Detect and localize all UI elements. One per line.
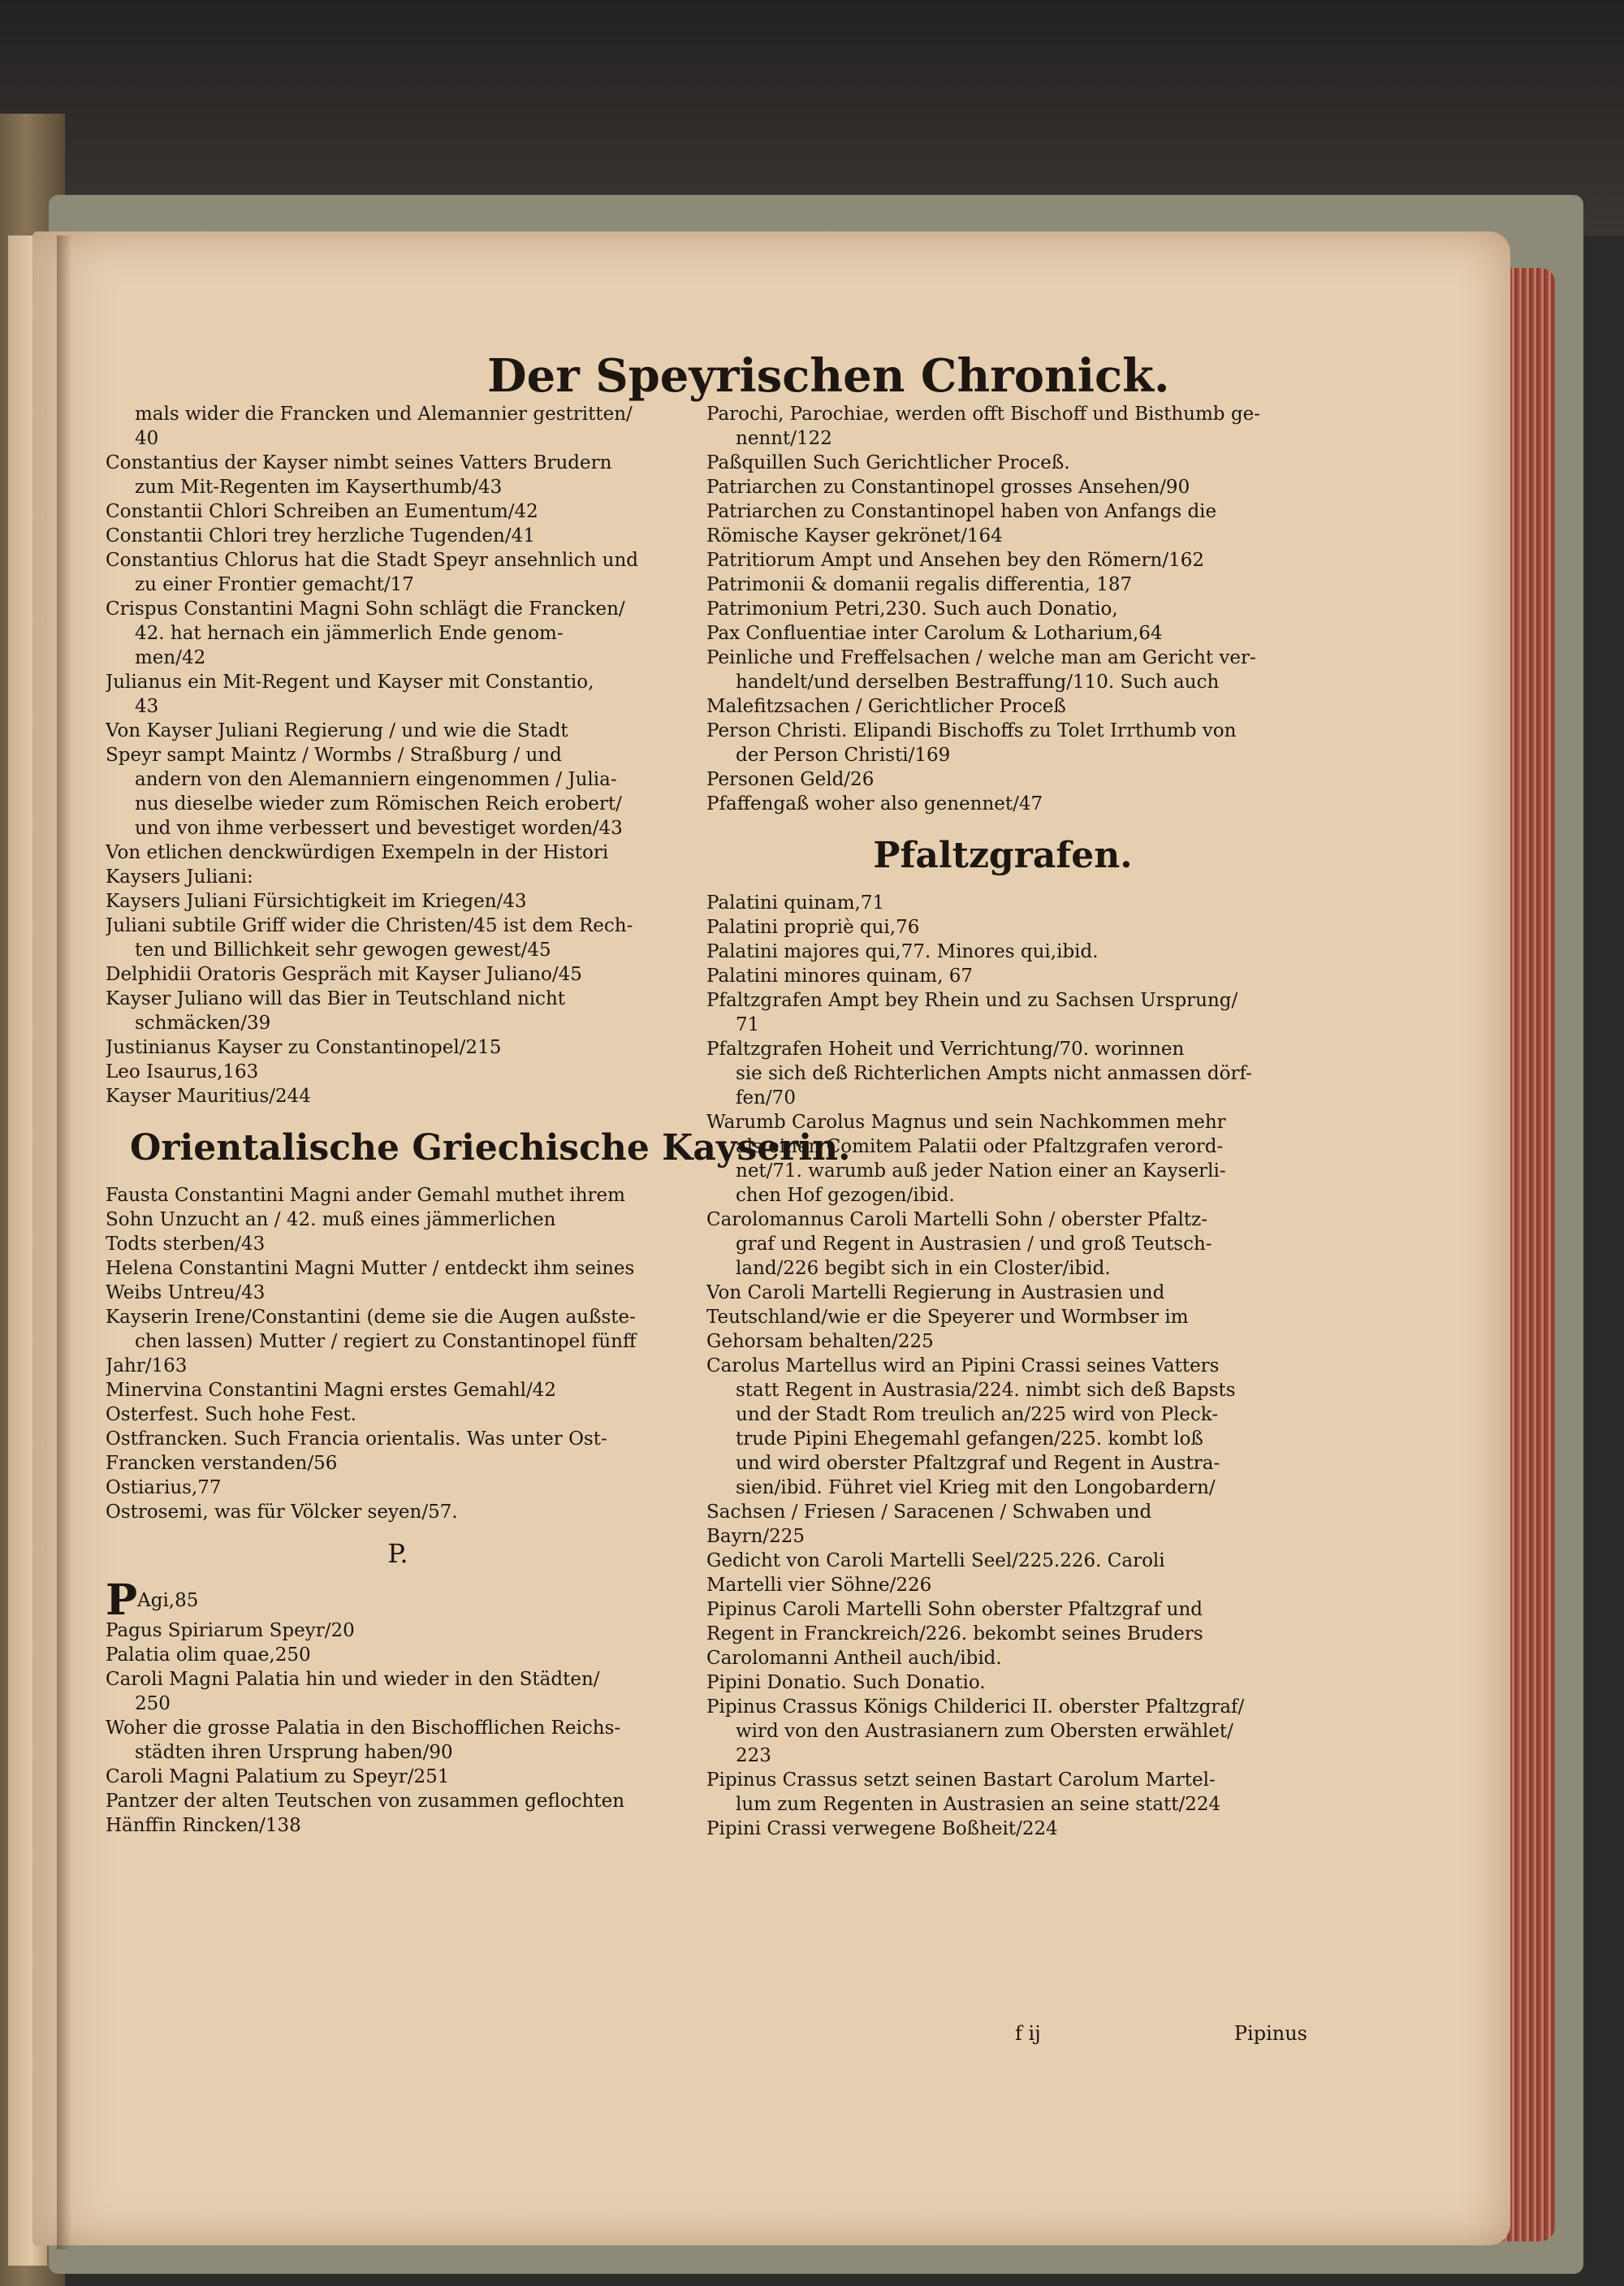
page-gutter-shadow <box>57 236 71 2249</box>
index-entry-line: lum zum Regenten in Austrasien an seine statt/224 <box>736 1794 1221 1815</box>
index-entry-line: Von etlichen denckwürdigen Exempeln in der Histori <box>106 842 609 863</box>
index-entry-line: Warumb Carolus Magnus und sein Nachkommen mehr <box>706 1112 1226 1133</box>
right-index-block-1 <box>706 402 1299 816</box>
index-entry-line: Pantzer der alten Teutschen von zusammen geflochten <box>106 1791 625 1812</box>
index-entry-line: Kayserin Irene/Constantini (deme sie die Augen außste- <box>106 1307 636 1328</box>
index-entry-line: Juliani subtile Griff wider die Christen/45 ist dem Rech- <box>106 915 633 936</box>
index-entry-line: Woher die grosse Palatia in den Bischofflichen Reichs- <box>106 1718 621 1739</box>
index-entry-line: Palatini minores quinam, 67 <box>706 966 973 987</box>
right-column <box>706 402 1299 1841</box>
index-entry-line: Kaysers Juliani: <box>106 866 253 888</box>
index-entry-line: der Person Christi/169 <box>736 745 951 766</box>
index-entry-line: Speyr sampt Maintz / Wormbs / Straßburg / und <box>106 745 562 766</box>
index-entry-line: Malefitzsachen / Gerichtlicher Proceß <box>706 696 1066 717</box>
index-entry-line: Gedicht von Caroli Martelli Seel/225.226. Caroli <box>706 1550 1165 1571</box>
index-entry-line: Francken verstanden/56 <box>106 1453 338 1474</box>
index-entry-line: Sachsen / Friesen / Saracenen / Schwaben und <box>706 1502 1152 1523</box>
index-entry-line: Pipini Donatio. Such Donatio. <box>706 1672 986 1693</box>
index-entry-line: Carolus Martellus wird an Pipini Crassi seines Vatters <box>706 1355 1220 1376</box>
index-entry-line: Palatini propriè qui,76 <box>706 917 920 938</box>
index-entry-line: Weibs Untreu/43 <box>106 1282 266 1303</box>
index-entry-line: und wird oberster Pfaltzgraf und Regent in Austra- <box>736 1453 1220 1474</box>
index-entry-line: Palatini majores qui,77. Minores qui,ibid. <box>706 941 1099 962</box>
index-entry-line: land/226 begibt sich in ein Closter/ibid. <box>736 1258 1111 1279</box>
index-entry-line: Carolomannus Caroli Martelli Sohn / oberster Pfaltz- <box>706 1209 1208 1230</box>
index-entry-line: Regent in Franckreich/226. bekombt seines Bruders <box>706 1623 1203 1644</box>
index-entry-line: chen lassen) Mutter / regiert zu Constantinopel fünff <box>135 1331 637 1352</box>
index-entry-line: Bayrn/225 <box>706 1526 806 1547</box>
index-entry-line: Pfaltzgrafen Ampt bey Rhein und zu Sachsen Ursprung/ <box>706 990 1238 1011</box>
left-index-block-3 <box>106 1583 690 1838</box>
index-entry-line: Minervina Constantini Magni erstes Gemahl/42 <box>106 1380 556 1401</box>
right-index-block-2 <box>706 891 1299 1841</box>
index-entry-line: Ostiarius,77 <box>106 1477 222 1498</box>
index-entry-line: graf und Regent in Austrasien / und groß Teutsch- <box>736 1234 1212 1255</box>
index-entry-line <box>106 1583 690 1618</box>
index-entry-line: Patrimonii & domanii regalis differentia, 187 <box>706 574 1133 595</box>
index-entry-line: Justinianus Kayser zu Constantinopel/215 <box>106 1037 502 1058</box>
index-entry-line: Leo Isaurus,163 <box>106 1061 259 1083</box>
index-entry-line: Todts sterben/43 <box>106 1234 266 1255</box>
left-index-block-2 <box>106 1183 690 1524</box>
index-entry-line: Gehorsam behalten/225 <box>706 1331 934 1352</box>
index-entry-line: Paßquillen Such Gerichtlicher Proceß. <box>706 452 1070 473</box>
index-entry-line: wird von den Austrasianern zum Obersten erwählet/ <box>736 1721 1233 1742</box>
index-entry-line: 250 <box>135 1693 171 1714</box>
index-entry-line: Constantius Chlorus hat die Stadt Speyr ansehnlich und <box>106 550 638 571</box>
index-entry-line: Palatini quinam,71 <box>706 892 885 914</box>
index-entry-line: Pfaltzgrafen Hoheit und Verrichtung/70. worinnen <box>706 1039 1185 1060</box>
page-footer <box>1015 2022 1307 2055</box>
drop-cap-p: P <box>106 1583 138 1618</box>
index-entry-line: Constantii Chlori Schreiben an Eumentum/42 <box>106 501 538 522</box>
index-entry-line: Pipini Crassi verwegene Boßheit/224 <box>706 1818 1058 1839</box>
index-entry-line: zum Mit-Regenten im Kayserthumb/43 <box>135 477 503 498</box>
index-entry-line: Pax Confluentiae inter Carolum & Lotharium,64 <box>706 623 1163 644</box>
index-entry-line: und der Stadt Rom treulich an/225 wird von Pleck- <box>736 1404 1219 1425</box>
index-entry-line: Pagus Spiriarum Speyr/20 <box>106 1620 355 1641</box>
index-entry-line: zu einer Frontier gemacht/17 <box>135 574 414 595</box>
index-entry-line: ten und Billichkeit sehr gewogen gewest/45 <box>135 940 551 961</box>
index-entry-line: statt Regent in Austrasia/224. nimbt sich deß Bapsts <box>736 1380 1236 1401</box>
index-entry-line: Parochi, Parochiae, werden offt Bischoff und Bisthumb ge- <box>706 404 1260 425</box>
index-entry-line: Patriarchen zu Constantinopel grosses Ansehen/90 <box>706 477 1190 498</box>
index-entry-line: Kaysers Juliani Fürsichtigkeit im Kriegen/43 <box>106 891 527 912</box>
index-entry-line: net/71. warumb auß jeder Nation einer an Kayserli- <box>736 1160 1226 1182</box>
index-entry-line: Delphidii Oratoris Gespräch mit Kayser Juliano/45 <box>106 964 582 985</box>
index-entry-line: nus dieselbe wieder zum Römischen Reich erobert/ <box>135 793 622 815</box>
index-entry-line: Crispus Constantini Magni Sohn schlägt die Francken/ <box>106 599 625 620</box>
index-entry-line: Patritiorum Ampt und Ansehen bey den Römern/162 <box>706 550 1205 571</box>
index-entry-line: Peinliche und Freffelsachen / welche man am Gericht ver- <box>706 647 1256 668</box>
index-entry-line: Römische Kayser gekrönet/164 <box>706 525 1003 547</box>
index-entry-line: Kayser Juliano will das Bier in Teutschland nicht <box>106 988 566 1009</box>
index-entry-line: 223 <box>736 1745 771 1766</box>
index-entry-line: Von Kayser Juliani Regierung / und wie die Stadt <box>106 720 568 741</box>
index-entry-line: Carolomanni Antheil auch/ibid. <box>706 1648 1002 1669</box>
index-entry-line: Pipinus Crassus Königs Childerici II. oberster Pfaltzgraf/ <box>706 1696 1245 1718</box>
index-entry-line: Constantii Chlori trey herzliche Tugenden/41 <box>106 525 535 547</box>
index-entry-line: Pipinus Caroli Martelli Sohn oberster Pfaltzgraf und <box>706 1599 1203 1620</box>
index-entry-line: Caroli Magni Palatium zu Speyr/251 <box>106 1766 450 1787</box>
index-entry-line: Von Caroli Martelli Regierung in Austrasien und <box>706 1282 1165 1303</box>
index-entry-line: Ostrosemi, was für Völcker seyen/57. <box>106 1502 458 1523</box>
section-heading-pfaltzgrafen: Pfaltzgrafen. <box>873 835 1133 876</box>
index-entry-line: Personen Geld/26 <box>706 769 875 790</box>
index-entry-line: 42. hat hernach ein jämmerlich Ende genom- <box>135 623 564 644</box>
index-entry-line: sien/ibid. Führet viel Krieg mit den Longobardern/ <box>736 1477 1216 1498</box>
index-entry-text: Agi,85 <box>137 1590 199 1611</box>
index-entry-line: men/42 <box>135 647 206 668</box>
index-entry-line: fen/70 <box>736 1087 796 1108</box>
index-entry-line: als einen Comitem Palatii oder Pfaltzgrafen verord- <box>736 1136 1224 1157</box>
index-entry-line: Palatia olim quae,250 <box>106 1644 311 1666</box>
index-entry-line: Julianus ein Mit-Regent und Kayser mit Constantio, <box>106 672 594 693</box>
index-entry-line: Pfaffengaß woher also genennet/47 <box>706 793 1043 815</box>
index-entry-line: und von ihme verbessert und bevestiget worden/43 <box>135 818 623 839</box>
index-entry-line: Kayser Mauritius/244 <box>106 1086 311 1107</box>
index-entry-line: städten ihren Ursprung haben/90 <box>135 1742 453 1763</box>
section-heading-oriental-empresses: Orientalische Griechische Kayserin. <box>130 1127 851 1169</box>
index-entry-line: Hänffin Rincken/138 <box>106 1815 301 1836</box>
signature-mark: f ij <box>1015 2022 1041 2045</box>
index-entry-line: andern von den Alemanniern eingenommen / Julia- <box>135 769 617 790</box>
left-index-block-1 <box>106 402 690 1108</box>
index-entry-line: Person Christi. Elipandi Bischoffs zu Tolet Irrthumb von <box>706 720 1237 741</box>
index-entry-line: Teutschland/wie er die Speyerer und Wormbser im <box>706 1307 1189 1328</box>
index-entry-line: Patriarchen zu Constantinopel haben von Anfangs die <box>706 501 1217 522</box>
index-entry-line: 40 <box>135 428 159 449</box>
index-entry-line: Sohn Unzucht an / 42. muß eines jämmerlichen <box>106 1209 556 1230</box>
index-entry-line: 43 <box>135 696 159 717</box>
section-letter-p: P. <box>387 1538 408 1569</box>
index-entry-line: mals wider die Francken und Alemannier gestritten/ <box>135 404 633 425</box>
index-entry-line: 71 <box>736 1014 760 1035</box>
index-entry-line: schmäcken/39 <box>135 1013 271 1034</box>
index-entry-line: Fausta Constantini Magni ander Gemahl muthet ihrem <box>106 1185 625 1206</box>
index-entry-line: Caroli Magni Palatia hin und wieder in den Städten/ <box>106 1669 600 1690</box>
index-entry-line: sie sich deß Richterlichen Ampts nicht anmassen dörf- <box>736 1063 1252 1084</box>
index-entry-line: Helena Constantini Magni Mutter / entdeckt ihm seines <box>106 1258 635 1279</box>
index-entry-line: handelt/und derselben Bestraffung/110. Such auch <box>736 672 1220 693</box>
index-entry-line: Ostfrancken. Such Francia orientalis. Was unter Ost- <box>106 1428 607 1450</box>
index-entry-line: Osterfest. Such hohe Fest. <box>106 1404 356 1425</box>
index-entry-line: Jahr/163 <box>106 1355 188 1376</box>
running-header: Der Speyrischen Chronick. <box>487 349 1170 403</box>
index-entry-line: Martelli vier Söhne/226 <box>706 1575 932 1596</box>
index-entry-line: nennt/122 <box>736 428 832 449</box>
catchword: Pipinus <box>1233 2022 1307 2045</box>
index-entry-line: Patrimonium Petri,230. Such auch Donatio, <box>706 599 1118 620</box>
index-entry-line: Pipinus Crassus setzt seinen Bastart Carolum Martel- <box>706 1770 1216 1791</box>
index-entry-line: trude Pipini Ehegemahl gefangen/225. kombt loß <box>736 1428 1203 1450</box>
index-entry-line: chen Hof gezogen/ibid. <box>736 1185 955 1206</box>
index-entry-line: Constantius der Kayser nimbt seines Vatters Brudern <box>106 452 612 473</box>
